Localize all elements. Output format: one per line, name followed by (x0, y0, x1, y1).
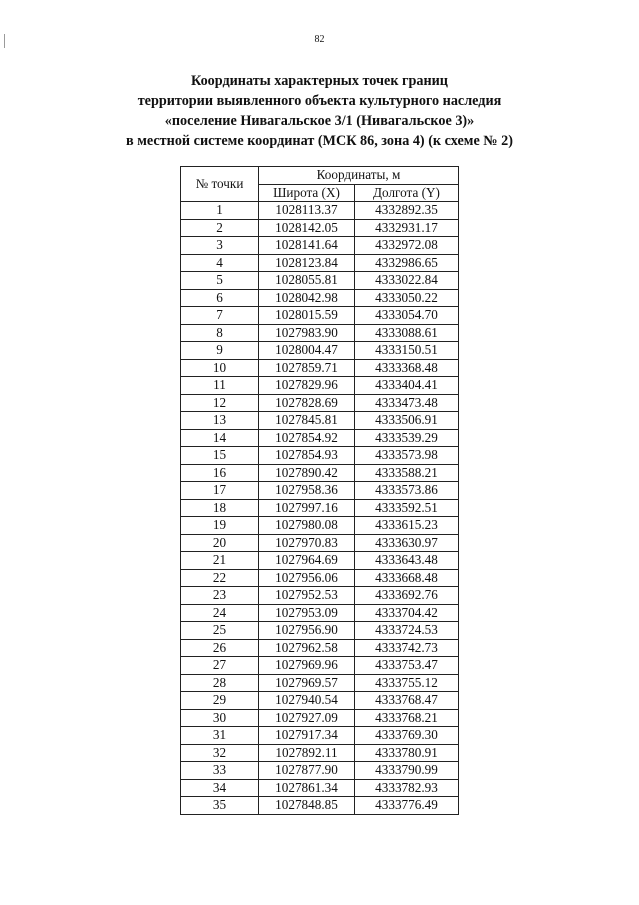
longitude-y-cell: 4333368.48 (355, 359, 459, 377)
header-longitude-y: Долгота (Y) (355, 184, 459, 202)
latitude-x-cell: 1028042.98 (259, 289, 355, 307)
latitude-x-cell: 1027956.90 (259, 622, 355, 640)
table-row (181, 622, 459, 640)
latitude-x-cell: 1027828.69 (259, 394, 355, 412)
table-row (181, 674, 459, 692)
table-row (181, 412, 459, 430)
longitude-y-cell: 4333615.23 (355, 517, 459, 535)
table-row (181, 744, 459, 762)
table-row (181, 797, 459, 815)
point-number-cell: 34 (181, 779, 259, 797)
point-number-cell: 31 (181, 727, 259, 745)
latitude-x-cell: 1027983.90 (259, 324, 355, 342)
point-number-cell: 8 (181, 324, 259, 342)
longitude-y-cell: 4333742.73 (355, 639, 459, 657)
latitude-x-cell: 1028055.81 (259, 272, 355, 290)
latitude-x-cell: 1028142.05 (259, 219, 355, 237)
point-number-cell: 6 (181, 289, 259, 307)
point-number-cell: 23 (181, 587, 259, 605)
longitude-y-cell: 4333573.86 (355, 482, 459, 500)
longitude-y-cell: 4333573.98 (355, 447, 459, 465)
table-row (181, 377, 459, 395)
latitude-x-cell: 1027854.93 (259, 447, 355, 465)
table-row (181, 534, 459, 552)
table-row (181, 779, 459, 797)
point-number-cell: 26 (181, 639, 259, 657)
longitude-y-cell: 4333776.49 (355, 797, 459, 815)
table-row (181, 219, 459, 237)
title-line-2: территории выявленного объекта культурного наследия (137, 93, 502, 109)
table-row (181, 639, 459, 657)
table-row (181, 482, 459, 500)
longitude-y-cell: 4333088.61 (355, 324, 459, 342)
document-title (0, 71, 639, 151)
title-line-1: Координаты характерных точек границ (190, 73, 448, 89)
longitude-y-cell: 4333704.42 (355, 604, 459, 622)
point-number-cell: 30 (181, 709, 259, 727)
table-row (181, 447, 459, 465)
header-point-number: № точки (181, 167, 259, 202)
longitude-y-cell: 4333592.51 (355, 499, 459, 517)
table-row (181, 464, 459, 482)
header-coordinates: Координаты, м (259, 167, 459, 185)
latitude-x-cell: 1027917.34 (259, 727, 355, 745)
latitude-x-cell: 1027892.11 (259, 744, 355, 762)
title-line-4: в местной системе координат (МСК 86, зона 4) (к схеме № 2) (126, 133, 513, 149)
longitude-y-cell: 4333724.53 (355, 622, 459, 640)
latitude-x-cell: 1027927.09 (259, 709, 355, 727)
latitude-x-cell: 1028004.47 (259, 342, 355, 360)
point-number-cell: 20 (181, 534, 259, 552)
point-number-cell: 15 (181, 447, 259, 465)
longitude-y-cell: 4333753.47 (355, 657, 459, 675)
table-row (181, 762, 459, 780)
table-row (181, 552, 459, 570)
latitude-x-cell: 1027861.34 (259, 779, 355, 797)
longitude-y-cell: 4333668.48 (355, 569, 459, 587)
table-row (181, 254, 459, 272)
table-row (181, 499, 459, 517)
latitude-x-cell: 1027958.36 (259, 482, 355, 500)
longitude-y-cell: 4333790.99 (355, 762, 459, 780)
latitude-x-cell: 1028113.37 (259, 202, 355, 220)
point-number-cell: 25 (181, 622, 259, 640)
table-row (181, 727, 459, 745)
longitude-y-cell: 4333755.12 (355, 674, 459, 692)
longitude-y-cell: 4333768.47 (355, 692, 459, 710)
table-row (181, 289, 459, 307)
longitude-y-cell: 4332892.35 (355, 202, 459, 220)
table-row (181, 709, 459, 727)
latitude-x-cell: 1027997.16 (259, 499, 355, 517)
point-number-cell: 5 (181, 272, 259, 290)
table-row (181, 359, 459, 377)
latitude-x-cell: 1027980.08 (259, 517, 355, 535)
longitude-y-cell: 4333769.30 (355, 727, 459, 745)
latitude-x-cell: 1027890.42 (259, 464, 355, 482)
point-number-cell: 18 (181, 499, 259, 517)
point-number-cell: 33 (181, 762, 259, 780)
table-row (181, 429, 459, 447)
table-row (181, 272, 459, 290)
latitude-x-cell: 1027848.85 (259, 797, 355, 815)
latitude-x-cell: 1028123.84 (259, 254, 355, 272)
header-latitude-x: Широта (X) (259, 184, 355, 202)
point-number-cell: 12 (181, 394, 259, 412)
longitude-y-cell: 4333643.48 (355, 552, 459, 570)
latitude-x-cell: 1027962.58 (259, 639, 355, 657)
longitude-y-cell: 4333588.21 (355, 464, 459, 482)
longitude-y-cell: 4333692.76 (355, 587, 459, 605)
point-number-cell: 17 (181, 482, 259, 500)
latitude-x-cell: 1027956.06 (259, 569, 355, 587)
longitude-y-cell: 4333150.51 (355, 342, 459, 360)
title-line-3: «поселение Нивагальское 3/1 (Нивагальское 3)» (164, 113, 475, 129)
latitude-x-cell: 1028015.59 (259, 307, 355, 325)
latitude-x-cell: 1027940.54 (259, 692, 355, 710)
point-number-cell: 32 (181, 744, 259, 762)
table-row (181, 587, 459, 605)
point-number-cell: 11 (181, 377, 259, 395)
table-row (181, 657, 459, 675)
longitude-y-cell: 4333780.91 (355, 744, 459, 762)
point-number-cell: 28 (181, 674, 259, 692)
latitude-x-cell: 1027964.69 (259, 552, 355, 570)
point-number-cell: 2 (181, 219, 259, 237)
page-number: 82 (314, 34, 325, 45)
point-number-cell: 35 (181, 797, 259, 815)
longitude-y-cell: 4333404.41 (355, 377, 459, 395)
latitude-x-cell: 1027829.96 (259, 377, 355, 395)
table-row (181, 394, 459, 412)
longitude-y-cell: 4333050.22 (355, 289, 459, 307)
table-row (181, 604, 459, 622)
longitude-y-cell: 4332931.17 (355, 219, 459, 237)
table-body (181, 202, 459, 815)
table-row (181, 692, 459, 710)
table-row (181, 237, 459, 255)
longitude-y-cell: 4333054.70 (355, 307, 459, 325)
latitude-x-cell: 1027859.71 (259, 359, 355, 377)
latitude-x-cell: 1028141.64 (259, 237, 355, 255)
table-row (181, 517, 459, 535)
table-header-row (181, 167, 459, 185)
point-number-cell: 22 (181, 569, 259, 587)
latitude-x-cell: 1027969.57 (259, 674, 355, 692)
latitude-x-cell: 1027854.92 (259, 429, 355, 447)
table-row (181, 202, 459, 220)
longitude-y-cell: 4333473.48 (355, 394, 459, 412)
latitude-x-cell: 1027970.83 (259, 534, 355, 552)
longitude-y-cell: 4333630.97 (355, 534, 459, 552)
longitude-y-cell: 4333768.21 (355, 709, 459, 727)
latitude-x-cell: 1027877.90 (259, 762, 355, 780)
point-number-cell: 9 (181, 342, 259, 360)
latitude-x-cell: 1027969.96 (259, 657, 355, 675)
latitude-x-cell: 1027845.81 (259, 412, 355, 430)
point-number-cell: 21 (181, 552, 259, 570)
point-number-cell: 27 (181, 657, 259, 675)
point-number-cell: 10 (181, 359, 259, 377)
point-number-cell: 13 (181, 412, 259, 430)
longitude-y-cell: 4333022.84 (355, 272, 459, 290)
table-row (181, 324, 459, 342)
longitude-y-cell: 4332972.08 (355, 237, 459, 255)
point-number-cell: 4 (181, 254, 259, 272)
coordinates-table (180, 166, 459, 815)
point-number-cell: 24 (181, 604, 259, 622)
point-number-cell: 14 (181, 429, 259, 447)
point-number-cell: 29 (181, 692, 259, 710)
table-row (181, 307, 459, 325)
point-number-cell: 1 (181, 202, 259, 220)
longitude-y-cell: 4333539.29 (355, 429, 459, 447)
longitude-y-cell: 4333782.93 (355, 779, 459, 797)
table-row (181, 569, 459, 587)
longitude-y-cell: 4332986.65 (355, 254, 459, 272)
table-row (181, 342, 459, 360)
latitude-x-cell: 1027953.09 (259, 604, 355, 622)
point-number-cell: 7 (181, 307, 259, 325)
point-number-cell: 3 (181, 237, 259, 255)
point-number-cell: 19 (181, 517, 259, 535)
point-number-cell: 16 (181, 464, 259, 482)
latitude-x-cell: 1027952.53 (259, 587, 355, 605)
longitude-y-cell: 4333506.91 (355, 412, 459, 430)
